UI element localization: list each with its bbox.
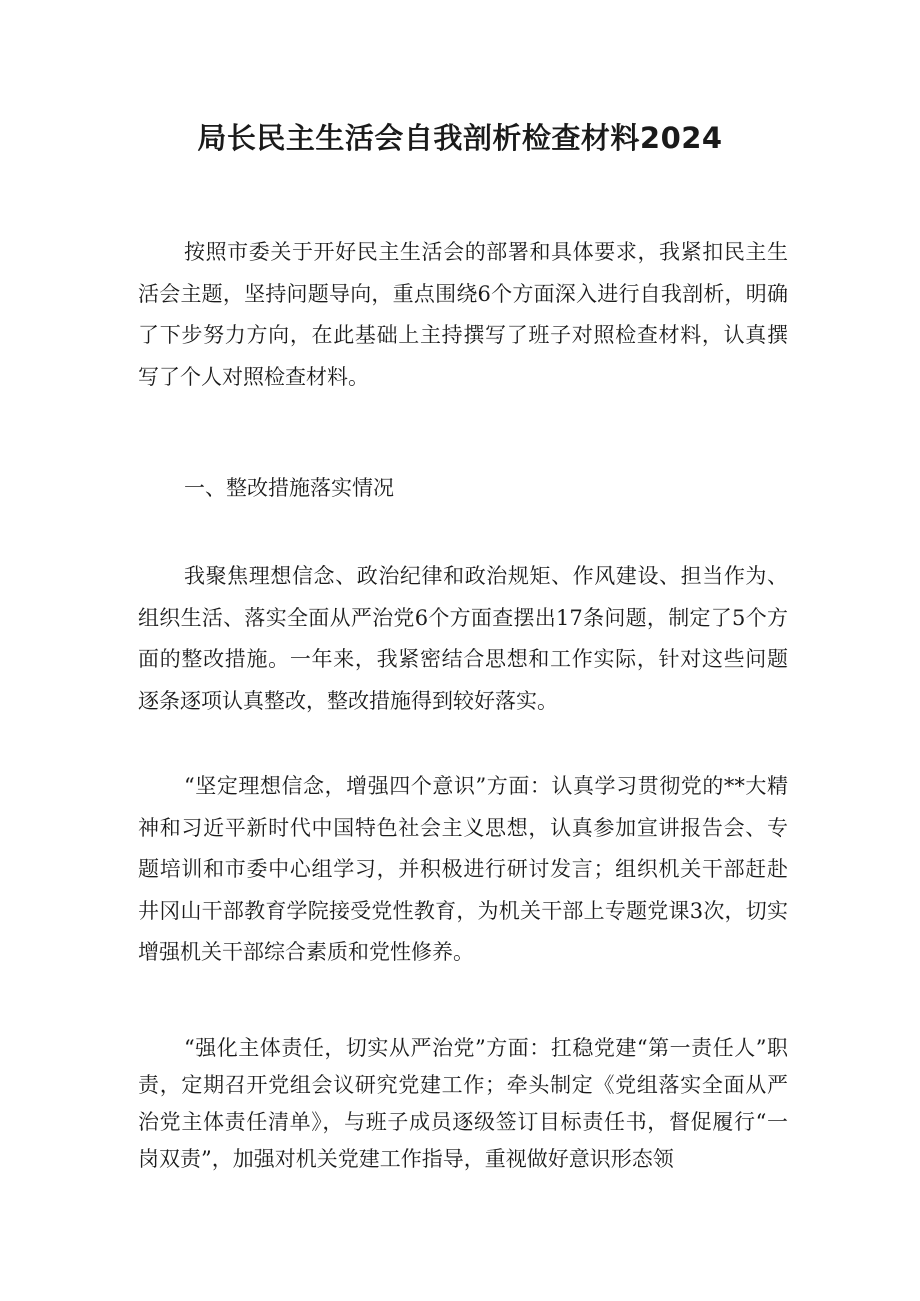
section-heading: 一、整改措施落实情况 bbox=[184, 476, 394, 500]
rectification-summary-paragraph: 我聚焦理想信念、政治纪律和政治规矩、作风建设、担当作为、组织生活、落实全面从严治党6个方面查摆出17条问题，制定了5个方面的整改措施。一年来，我紧密结合思想和工作实际，针对这些问题逐条逐项认真整改，整改措施得到较好落实。 bbox=[138, 564, 788, 713]
document-title: 局长民主生活会自我剖析检查材料2024 bbox=[197, 121, 723, 155]
intro-paragraph: 按照市委关于开好民主生活会的部署和具体要求，我紧扣民主生活会主题，坚持问题导向，重点围绕6个方面深入进行自我剖析，明确了下步努力方向，在此基础上主持撰写了班子对照检查材料，认真撰写了个人对照检查材料。 bbox=[138, 240, 788, 389]
ideals-beliefs-paragraph: “坚定理想信念，增强四个意识”方面：认真学习贯彻党的**大精神和习近平新时代中国特色社会主义思想，认真参加宣讲报告会、专题培训和市委中心组学习，并积极进行研讨发言；组织机关干部赶赴井冈山干部教育学院接受党性教育，为机关干部上专题党课3次，切实增强机关干部综合素质和党性修养。 bbox=[138, 774, 788, 964]
main-responsibility-paragraph: “强化主体责任，切实从严治党”方面：扛稳党建“第一责任人”职责，定期召开党组会议研究党建工作；牵头制定《党组落实全面从严治党主体责任清单》，与班子成员逐级签订目标责任书，督促履行“一岗双责”，加强对机关党建工作指导，重视做好意识形态领 bbox=[138, 1036, 788, 1171]
